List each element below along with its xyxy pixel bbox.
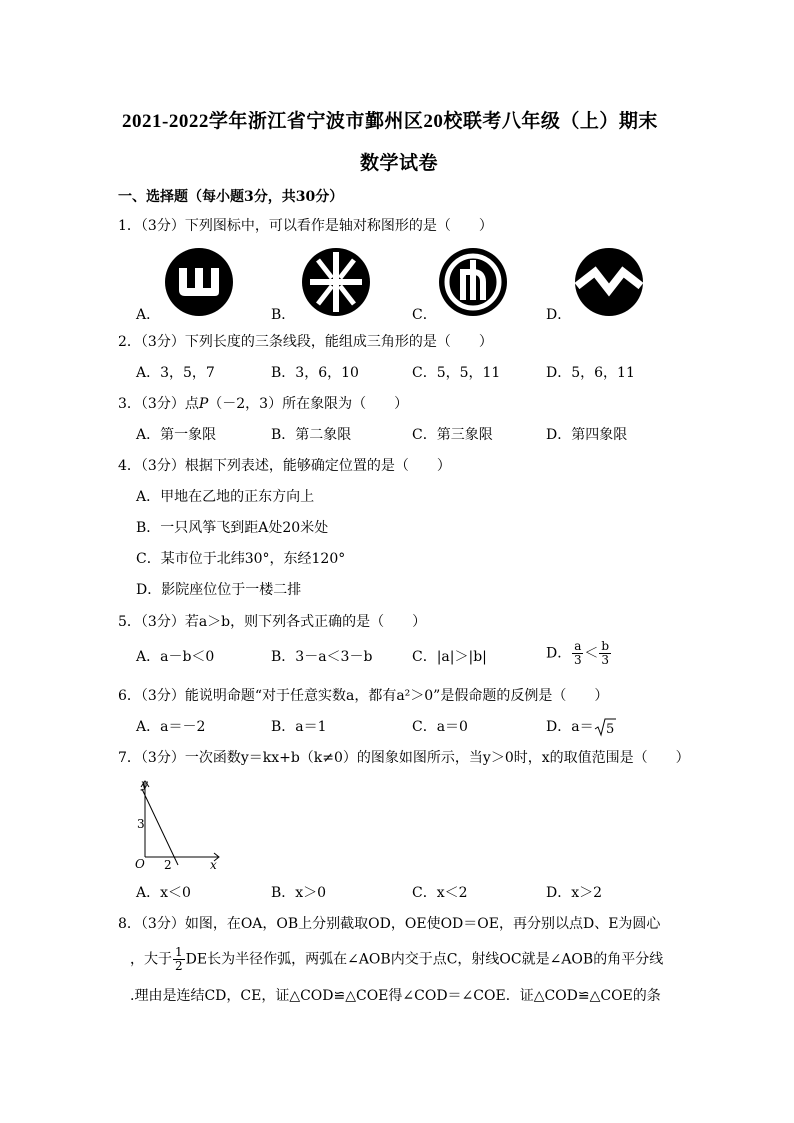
q6-option-a: A．a＝－2 xyxy=(136,719,206,735)
question-4-stem: 4．（3分）根据下列表述，能够确定位置的是（ ） xyxy=(118,458,451,474)
q7-option-c: C．x＜2 xyxy=(412,885,468,901)
q2-option-d: D．5，6，11 xyxy=(546,365,635,381)
q5-option-c: C．|a|＞|b| xyxy=(412,649,487,665)
metro-logo-m-in-circle-icon xyxy=(437,246,509,318)
q5-option-b: B．3－a＜3－b xyxy=(271,649,373,665)
linear-function-graph xyxy=(130,775,225,870)
y-intercept-label: 3 xyxy=(137,817,145,831)
q3-stem-post: （－2，3）所在象限为（ ） xyxy=(208,396,409,412)
q3-point-var: P xyxy=(198,396,209,412)
q8-line2-pre: ，大于 xyxy=(130,951,172,968)
fraction-one-half xyxy=(173,946,185,973)
less-than-sign: ＜ xyxy=(584,645,599,662)
q6-option-c: C．a＝0 xyxy=(412,719,468,735)
fraction-a-over-3 xyxy=(572,640,583,667)
question-8-line1: 8．（3分）如图，在OA，OB上分别截取OD，OE使OD＝OE，再分别以点D、E为圆心 xyxy=(118,916,661,932)
section-heading: 一、选择题（每小题3分，共30分） xyxy=(118,189,344,205)
q1-option-d: D． xyxy=(546,307,572,323)
q5-option-a: A．a－b＜0 xyxy=(136,649,215,665)
q1-option-c: C． xyxy=(412,307,437,323)
q5-option-d-label: D． xyxy=(546,645,572,662)
q6-option-b: B．a＝1 xyxy=(271,719,327,735)
question-2-stem: 2．（3分）下列长度的三条线段，能组成三角形的是（ ） xyxy=(118,334,493,350)
metro-logo-mtr-style-icon xyxy=(300,246,372,318)
q7-option-d: D．x＞2 xyxy=(546,885,603,901)
q6-option-d xyxy=(546,717,616,737)
q6-option-d-label: D．a＝ xyxy=(546,719,594,735)
q2-option-a: A．3，5，7 xyxy=(136,365,215,381)
fraction-b-over-3 xyxy=(599,640,611,667)
q3-option-c: C．第三象限 xyxy=(412,427,493,443)
frac-numerator: b xyxy=(601,639,610,653)
q4-option-d: D．影院座位位于一楼二排 xyxy=(136,582,302,598)
frac-numerator: a xyxy=(574,639,582,653)
origin-label: O xyxy=(135,857,145,870)
frac-denominator: 3 xyxy=(601,653,610,667)
q4-option-c: C．某市位于北纬30°，东经120° xyxy=(136,551,346,567)
x-axis-label: x xyxy=(210,858,217,870)
y-axis-label: y xyxy=(141,777,148,791)
sqrt-icon xyxy=(594,717,616,737)
sqrt-radicand: 5 xyxy=(605,722,614,737)
metro-logo-zigzag-icon xyxy=(573,246,645,318)
q3-option-b: B．第二象限 xyxy=(271,427,352,443)
question-8-line2 xyxy=(130,946,663,973)
question-3-stem xyxy=(118,394,408,414)
q5-option-d xyxy=(546,640,612,667)
question-8-line3: .理由是连结CD，CE，证△COD≌△COE得∠COD＝∠COE．证△COD≌△COE的条 xyxy=(130,988,661,1004)
q7-option-a: A．x＜0 xyxy=(136,885,191,901)
frac-denominator: 2 xyxy=(175,959,183,973)
q2-option-c: C．5，5，11 xyxy=(412,365,501,381)
q4-option-a: A．甲地在乙地的正东方向上 xyxy=(136,489,315,505)
q1-option-b: B． xyxy=(271,307,296,323)
question-5-stem: 5．（3分）若a＞b，则下列各式正确的是（ ） xyxy=(118,614,427,630)
question-1-stem: 1．（3分）下列图标中，可以看作是轴对称图形的是（ ） xyxy=(118,218,493,234)
page-title-line2: 数学试卷 xyxy=(360,153,439,174)
question-6-stem: 6．（3分）能说明命题“对于任意实数a，都有a²＞0”是假命题的反例是（ ） xyxy=(118,688,609,704)
q8-line2-post: DE长为半径作弧，两弧在∠AOB内交于点C，射线OC就是∠AOB的角平分线 xyxy=(185,951,664,968)
x-intercept-label: 2 xyxy=(164,858,172,870)
q3-stem-pre: 3．（3分）点 xyxy=(118,396,199,412)
q7-option-b: B．x＞0 xyxy=(271,885,327,901)
q2-option-b: B．3，6，10 xyxy=(271,365,359,381)
q3-option-d: D．第四象限 xyxy=(546,427,628,443)
question-7-stem: 7．（3分）一次函数y＝kx+b（k≠0）的图象如图所示，当y＞0时，x的取值范围是（ ） xyxy=(118,750,690,766)
frac-numerator: 1 xyxy=(175,945,183,959)
q4-option-b: B．一只风筝飞到距A处20米处 xyxy=(136,520,329,536)
q3-option-a: A．第一象限 xyxy=(136,427,217,443)
page-title-line1: 2021-2022学年浙江省宁波市鄞州区20校联考八年级（上）期末 xyxy=(122,111,658,132)
frac-denominator: 3 xyxy=(573,653,582,667)
metro-logo-wavy-m-icon xyxy=(162,246,236,318)
q1-option-a: A． xyxy=(136,307,161,323)
